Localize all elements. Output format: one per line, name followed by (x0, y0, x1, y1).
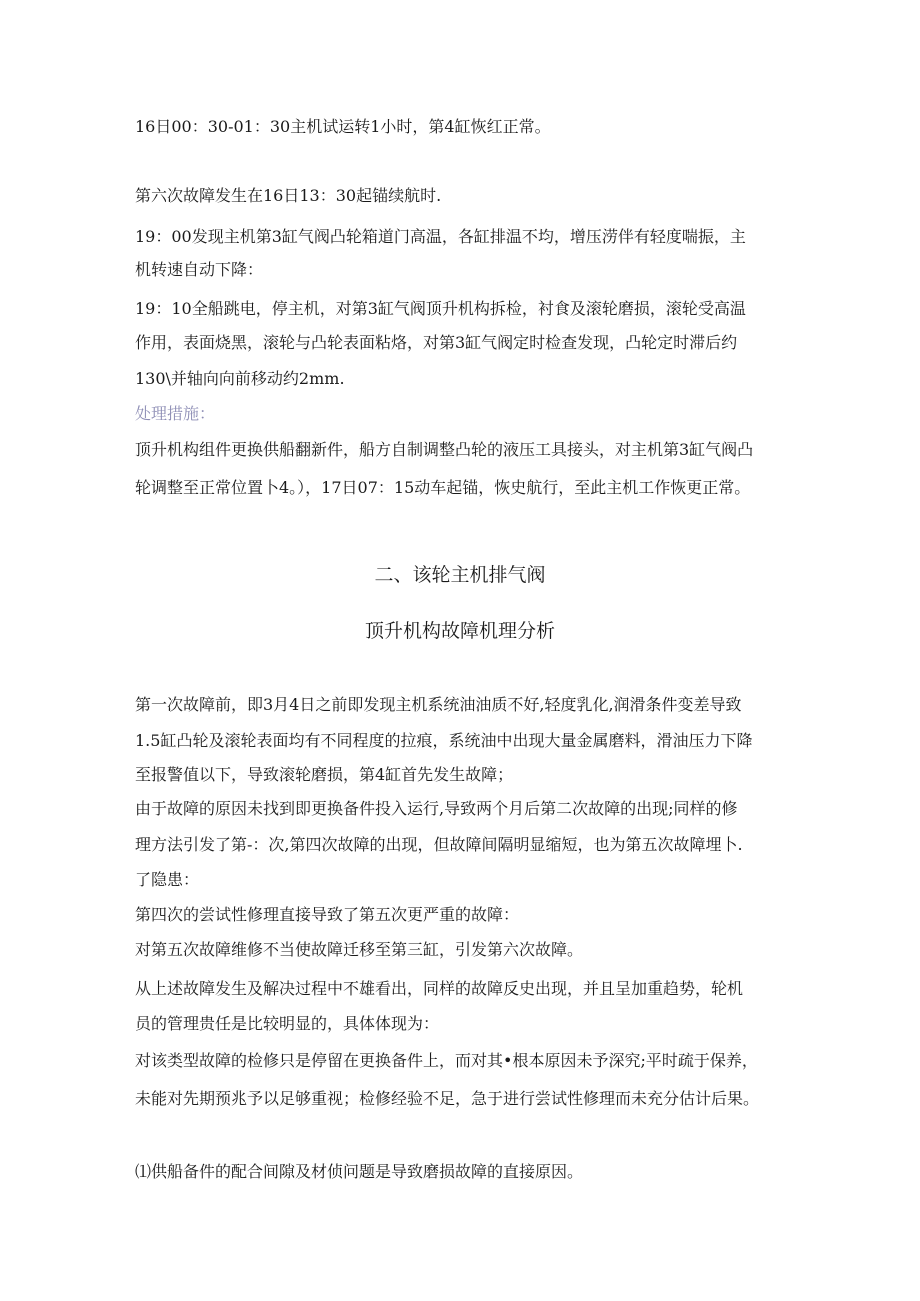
analysis-line-3: 至报警值以下，导致滚轮磨损，第4缸首先发生故障； (135, 765, 514, 784)
analysis-line-11: 对该类型故障的检修只是停留在更换备件上，而对其•根本原因未予深究;平时疏于保养， (135, 1051, 758, 1070)
log-line-restart: 16日00：30-01：30主机试运转1小时，第4缸恢红正常。 (135, 117, 551, 136)
analysis-line-12: 未能对先期预兆予以足够重视；检修经验不足，急于进行尝试性修理而未充分估计后果。 (135, 1089, 760, 1108)
log-line-1910-cont2: 130\并轴向向前移动约2mm. (135, 369, 345, 388)
log-line-sixth-fault: 第六次故障发生在16日13：30起锚续航时. (135, 186, 442, 205)
numbered-item-1: ⑴供船备件的配合间隙及材侦问题是导致磨损故障的直接原因。 (135, 1162, 584, 1181)
analysis-line-5: 理方法引发了第-：次,第四次故障的出现，但故障间隔明显缩短，也为第五次故障埋卜. (135, 835, 743, 854)
analysis-line-2: 1.5缸凸轮及滚轮表面均有不同程度的拉痕，系统油中出现大量金属磨料，滑油压力下降 (135, 731, 753, 750)
measures-line-2: 轮调整至正常位置卜4。），17日07：15动车起锚，恢史航行，至此主机工作恢更正常。 (135, 478, 751, 497)
analysis-line-4: 由于故障的原因未找到即更换备件投入运行,导致两个月后第二次故障的出现;同样的修 (135, 799, 738, 818)
log-line-1910: 19：10全船跳电，停主机，对第3缸气阀顶升机构拆检，衬食及滚轮磨损，滚轮受高温 (135, 299, 746, 318)
measures-label: 处理措施： (135, 404, 216, 423)
section-heading-line1: 二、该轮主机排气阀 (374, 565, 546, 586)
section-heading-line2: 顶升机构故障机理分析 (364, 621, 555, 642)
analysis-line-1: 第一次故障前，即3月4日之前即发现主机系统油油质不好,轻度乳化,润滑条件变差导致 (135, 695, 742, 714)
measures-line-1: 顶升机构组件更换供船翻新件，船方自制调整凸轮的液压工具接头，对主机第3缸气阀凸 (135, 440, 754, 459)
analysis-line-6: 了隐患： (135, 870, 200, 889)
analysis-line-10: 员的管理贵任是比较明显的，具体体现为： (135, 1014, 440, 1033)
log-line-1900-cont: 机转速自动下降： (135, 260, 264, 279)
analysis-line-9: 从上述故障发生及解决过程中不雄看出，同样的故障反史出现，并且呈加重趋势，轮机 (135, 979, 744, 998)
analysis-line-8: 对第五次故障维修不当使故障迁移至第三缸，引发第六次故障。 (135, 940, 584, 959)
log-line-1900: 19：00发现主机第3缸气阀凸轮箱道门高温，各缸排温不均，增压涝伴有轻度喘振，主 (135, 227, 746, 246)
log-line-1910-cont1: 作用，表面烧黑，滚轮与凸轮表面粘烙，对第3缸气阀定时检查发现，凸轮定时滞后约 (135, 333, 738, 352)
analysis-line-7: 第四次的尝试性修理直接导致了第五次更严重的故障： (135, 905, 520, 924)
